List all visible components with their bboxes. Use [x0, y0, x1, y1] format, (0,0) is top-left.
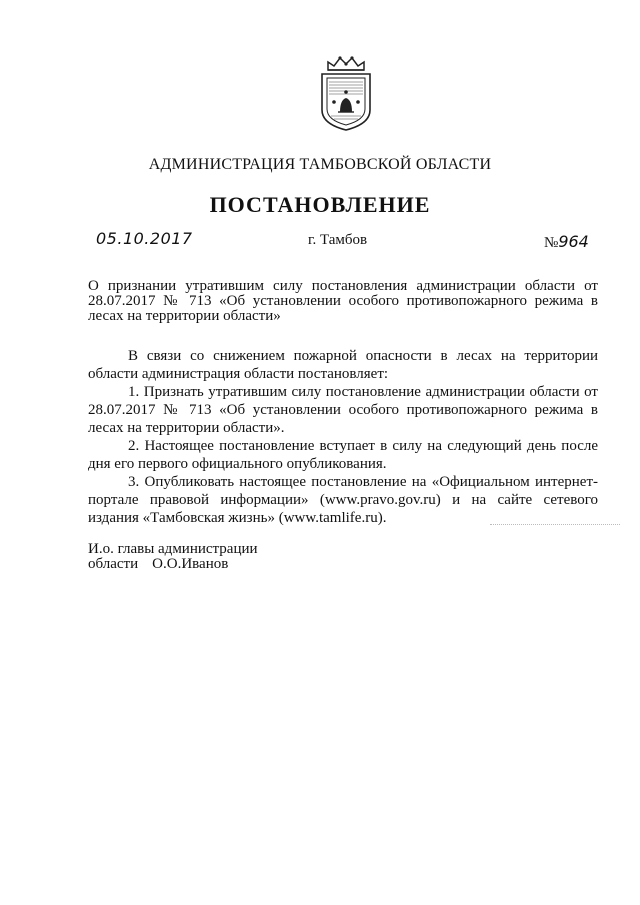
organization-name: АДМИНИСТРАЦИЯ ТАМБОВСКОЙ ОБЛАСТИ: [148, 156, 492, 173]
document-city: г. Тамбов: [308, 232, 368, 248]
number-value: 964: [558, 232, 589, 251]
document-meta-row: [0, 231, 640, 253]
number-prefix: №: [544, 235, 559, 251]
body-item: 1. Признать утратившим силу постановление администрации области от 28.07.2017 № 713 «Об установлении особого противопожарного режима в лесах на территории области».: [88, 384, 598, 436]
signatory-position: И.о. главы администрации: [88, 541, 258, 557]
scan-artifact: [490, 524, 620, 526]
signature-block: [88, 542, 258, 572]
signatory-name: О.О.Иванов: [152, 556, 229, 572]
body-item: 2. Настоящее постановление вступает в силу на следующий день после дня его первого официального опубликования.: [88, 438, 598, 472]
signatory-line2: [88, 557, 258, 572]
body-intro: В связи со снижением пожарной опасности в лесах на территории области администрация области постановляет:: [88, 348, 598, 382]
body-item: 3. Опубликовать настоящее постановление на «Официальном интернет-портале правовой информации» (www.pravo.gov.ru) и на сайте сетевого издания «Тамбовская жизнь» (www.tamlife.ru).: [88, 474, 598, 526]
document-number: [544, 232, 589, 252]
document-date: 05.10.2017: [96, 229, 193, 248]
coat-of-arms-icon: [314, 52, 378, 132]
signatory-position-cont: области: [88, 556, 139, 572]
document-type-title: ПОСТАНОВЛЕНИЕ: [209, 192, 431, 217]
document-body: [88, 347, 598, 527]
document-subject: О признании утратившим силу постановления администрации области от 28.07.2017 № 713 «Об установлении особого противопожарного режима в лесах на территории области»: [88, 278, 598, 324]
